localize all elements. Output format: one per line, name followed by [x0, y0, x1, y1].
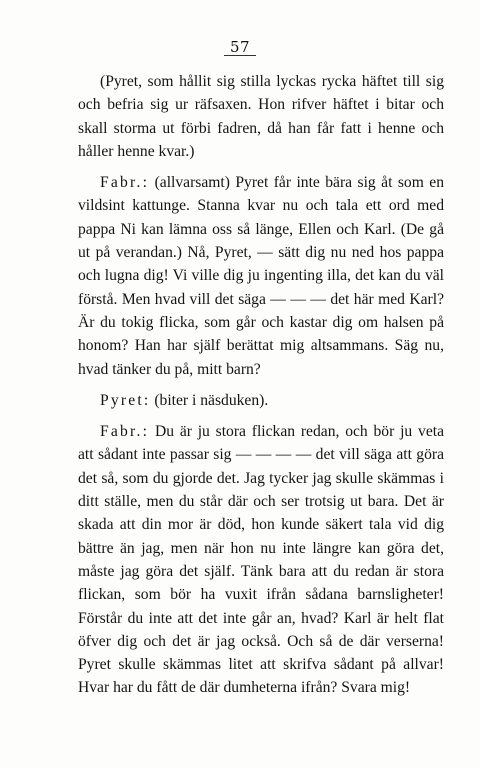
- speaker-label: Fabr.:: [100, 423, 150, 441]
- dialogue-paragraph: [78, 420, 444, 700]
- stage-direction-paragraph: [78, 70, 444, 163]
- dialogue-paragraph: [78, 171, 444, 381]
- speaker-label: Pyret:: [100, 391, 151, 409]
- body-text: [78, 70, 444, 700]
- page-number: 57: [0, 38, 480, 56]
- paragraph-text: (biter i näsduken).: [150, 391, 269, 409]
- paragraph-text: Du är ju stora flickan redan, och bör ju veta att sådant inte passar sig — — — — det vill säga att göra det så, som du gjorde det. Jag tycker jag skulle skämmas i ditt ställe, men du står där och ser trotsig ut bara. Det är skada att din mor är död, hon kunde säkert tala vid dig bättre än jag, men när hon nu inte längre kan göra det, måste jag göra det själf. Tänk bara att du redan är stora flickan, som bör ha vuxit ifrån sådana barnsligheter! Förstår du inte att det inte går an, hvad? Karl är helt flat öfver dig och det är jag också. Och så de där verserna! Pyret skulle skämmas litet att skrifva sådant på allvar! Hvar har du fått de där dumheterna ifrån? Svara mig!: [78, 423, 444, 697]
- dialogue-paragraph: [78, 389, 444, 412]
- paragraph-text: (Pyret, som hållit sig stilla lyckas rycka häftet till sig och befria sig ur räfsaxen. Hon rifver häftet i bitar och skall storma ut förbi fadren, då han får fatt i henne och håller henne kvar.): [78, 73, 444, 160]
- paragraph-text: (allvarsamt) Pyret får inte bära sig åt som en vildsint kattunge. Stanna kvar nu och tala ett ord med pappa Ni kan lämna oss så länge, Ellen och Karl. (De gå ut på verandan.) Nå, Pyret, — sätt dig nu ned hos pappa och lugna dig! Vi ville dig ju ingenting illa, det kan du väl förstå. Men hvad vill det säga — — — det här med Karl? Är du tokig flicka, som går och kastar dig om halsen på honom? Han har själf berättat mig altsammans. Säg nu, hvad tänker du på, mitt barn?: [78, 174, 444, 378]
- speaker-label: Fabr.:: [100, 174, 150, 192]
